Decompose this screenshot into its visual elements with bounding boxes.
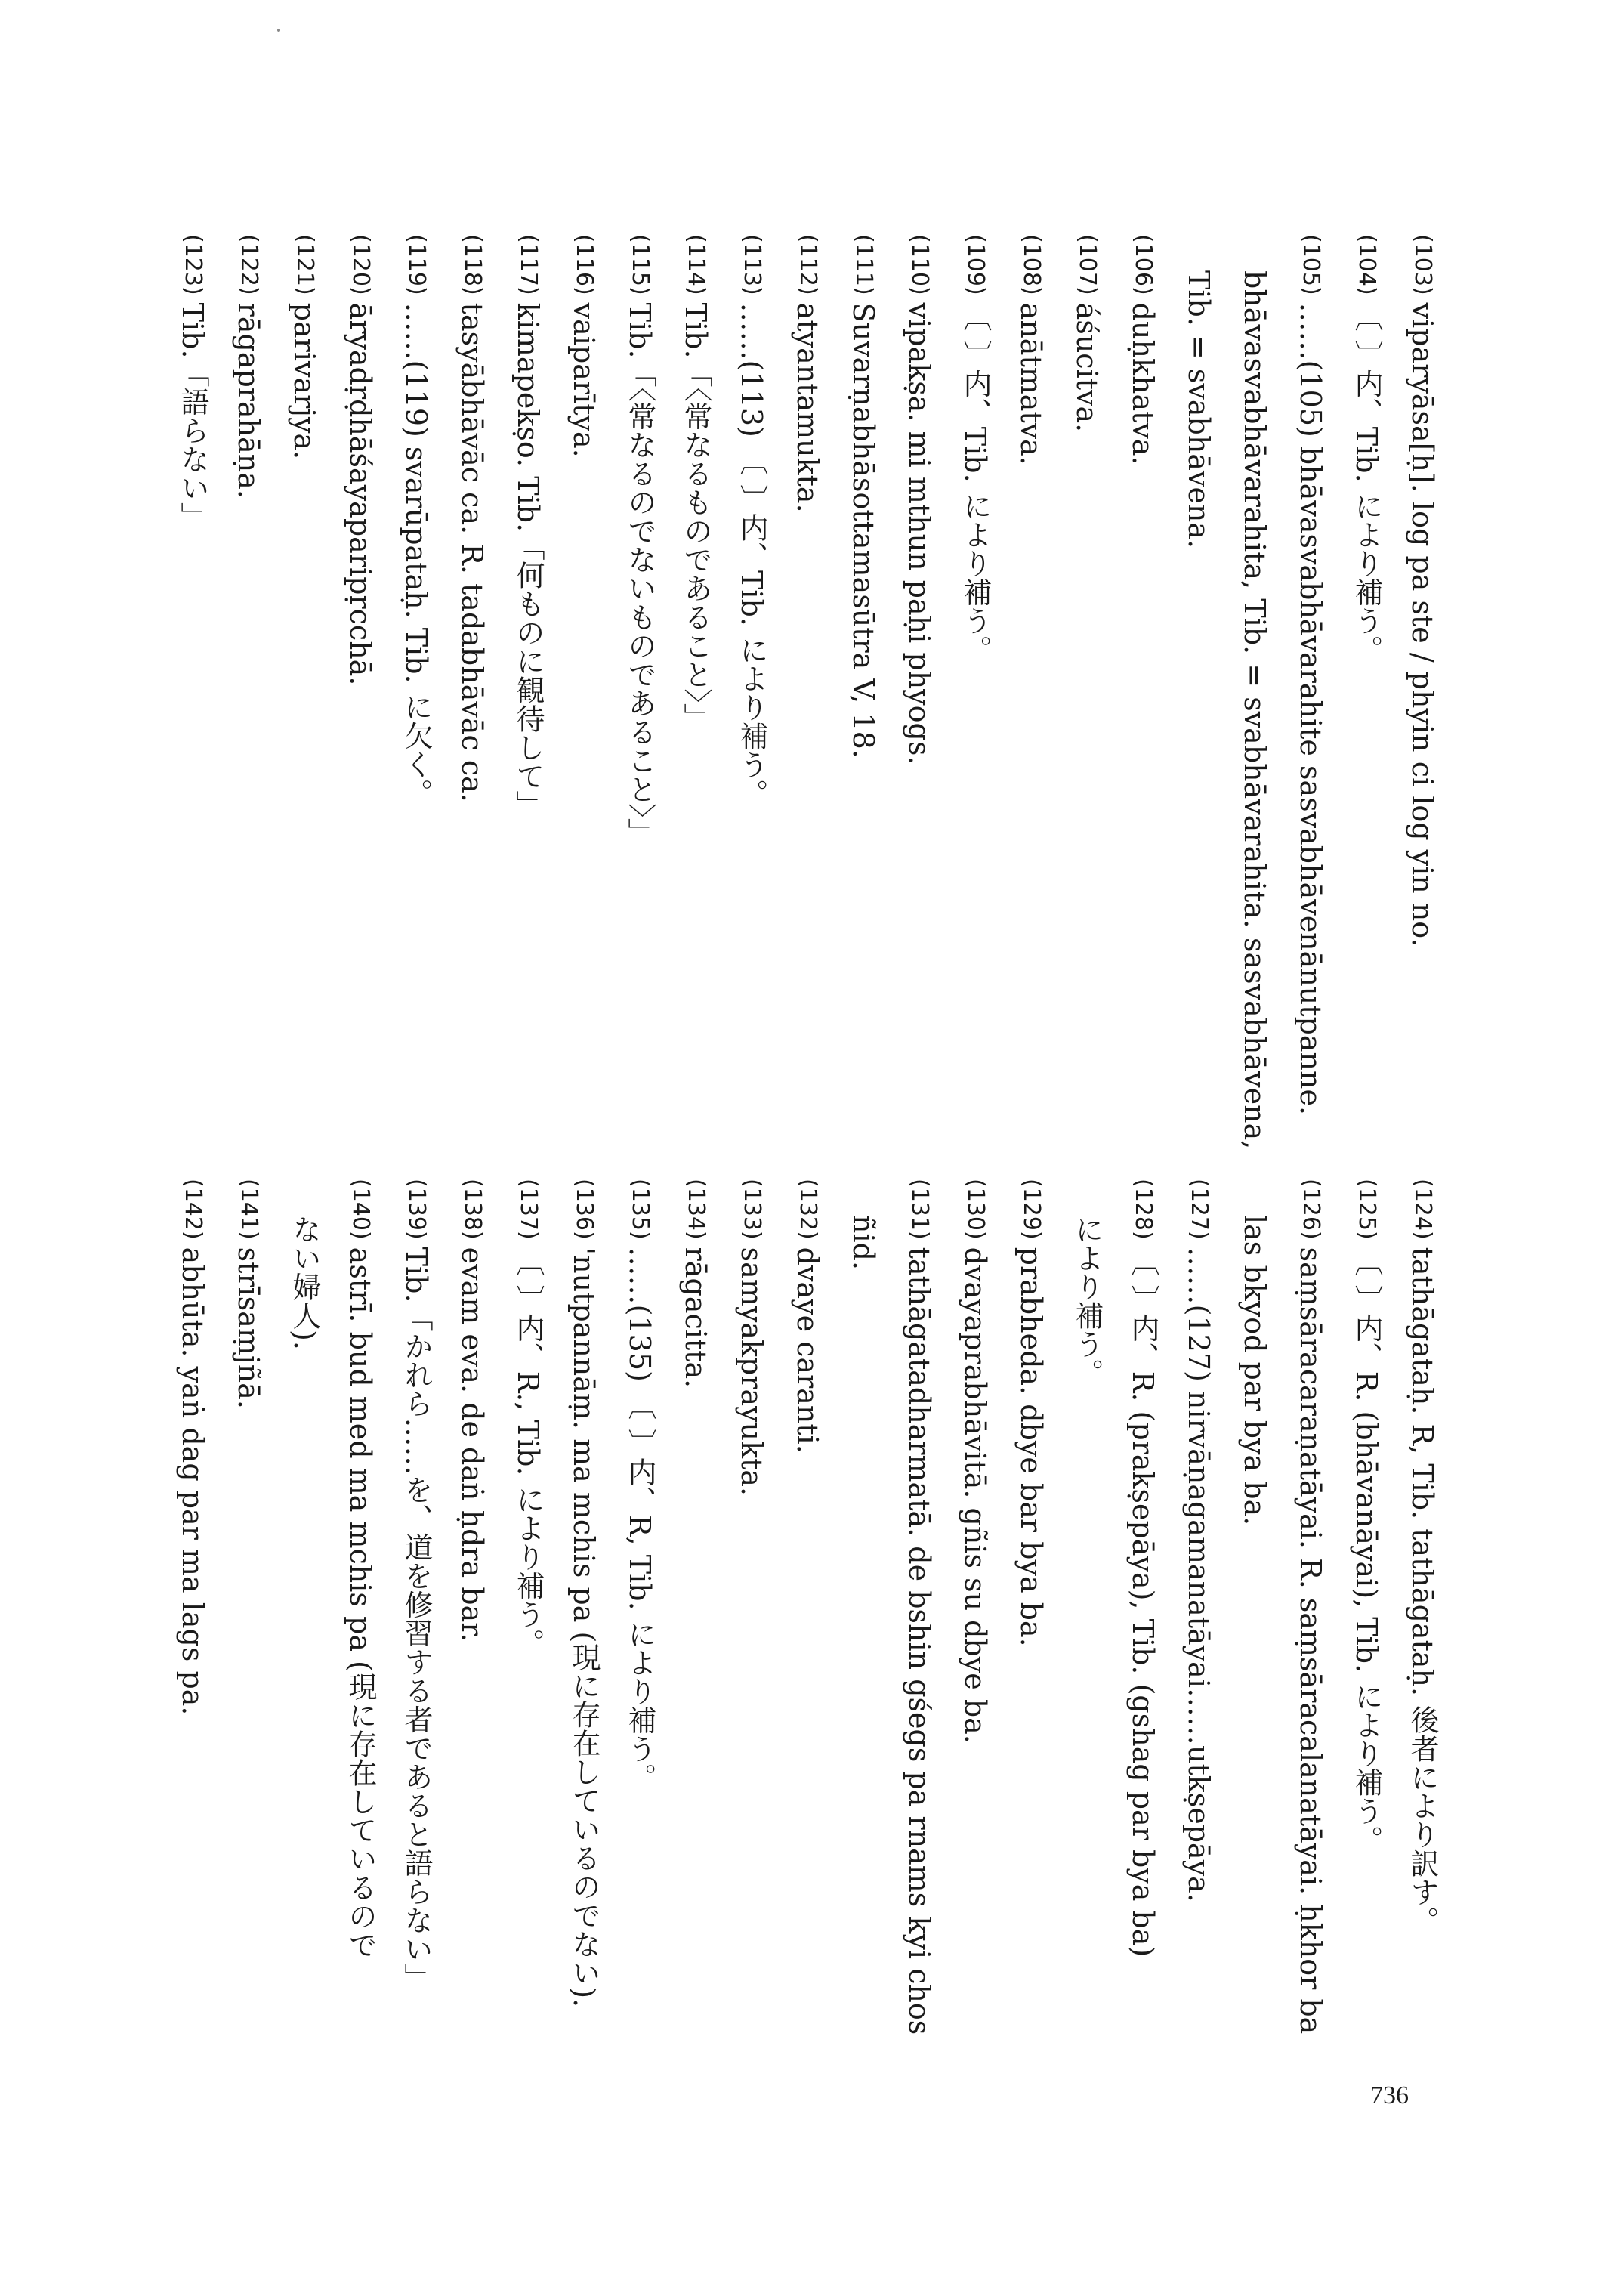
note-line — [165, 1179, 221, 2191]
note-text: strīsaṃjñā. — [232, 1247, 265, 1409]
note-line — [612, 234, 668, 1194]
note-line — [947, 1179, 1003, 2191]
note-number: (107) — [1074, 234, 1101, 295]
note-text: vaiparītya. — [567, 302, 601, 458]
note-line — [221, 234, 276, 1194]
note-line — [1338, 1179, 1394, 2191]
note-text: Tib.「〈常なるものであること〉」 — [679, 302, 712, 732]
note-text: parivarjya. — [288, 302, 321, 460]
note-text: tasyābhāvāc ca. R. tadabhāvāc ca. — [455, 302, 489, 802]
note-line — [500, 1179, 556, 2191]
note-number: (109) — [962, 234, 989, 295]
note-number: (132) — [795, 1179, 821, 1240]
note-text: ……(105) bhāvasvabhāvarahite sasvabhāvenānutpanne. — [1294, 302, 1327, 1116]
note-number: (139) — [403, 1179, 430, 1240]
note-text: astrī. bud med ma mchis pa (現に存在しているので — [344, 1247, 377, 1959]
note-line — [1115, 1179, 1171, 2191]
note-number: (141) — [236, 1179, 262, 1240]
note-text: 〔 〕内、R. (bhāvanāyai), Tib. により補う。 — [1350, 1247, 1383, 1855]
note-number: (127) — [1186, 1179, 1212, 1240]
note-number: (122) — [236, 234, 262, 295]
note-line — [668, 234, 724, 1194]
note-line — [1059, 1179, 1115, 2191]
note-line — [947, 234, 1003, 1194]
note-number: (104) — [1354, 234, 1380, 295]
note-text: により補う。 — [1070, 1215, 1104, 1387]
note-line — [556, 234, 612, 1194]
note-line — [835, 1179, 891, 2191]
note-number: (137) — [515, 1179, 542, 1240]
note-line — [891, 234, 947, 1194]
note-line — [165, 234, 221, 1194]
note-text: viparyāsa[ḥ]. log pa ste / phyin ci log yin no. — [1406, 302, 1439, 947]
note-text: ……(127) nirvāṇagamanatāyai……utkṣepāya. — [1182, 1247, 1215, 1902]
note-line — [276, 234, 332, 1194]
note-number: (124) — [1409, 1179, 1436, 1240]
note-number: (114) — [683, 234, 709, 295]
note-number: (115) — [627, 234, 653, 295]
note-line — [444, 1179, 500, 2191]
note-number: (111) — [851, 234, 877, 295]
note-number: (130) — [962, 1179, 989, 1240]
note-text: 〔 〕内、Tib. により補う。 — [1350, 302, 1383, 664]
note-text: ……(135) 〔 〕内、R, Tib. により補う。 — [623, 1247, 656, 1792]
note-line — [1171, 1179, 1227, 2191]
note-number: (117) — [515, 234, 542, 295]
note-text: 〔 〕内、Tib. により補う。 — [959, 302, 992, 664]
note-text: Suvarṇabhāsottamasūtra V, 18. — [847, 302, 880, 759]
note-text: Tib.「〈常なるのでないものであること〉」 — [623, 302, 656, 847]
note-number: (126) — [1298, 1179, 1324, 1240]
note-text: dvaye caranti. — [791, 1247, 824, 1454]
note-text: Tib.「語らない」 — [176, 302, 209, 531]
note-line — [1003, 1179, 1059, 2191]
note-text: evam eva. de daṅ ḥdra bar. — [455, 1247, 489, 1642]
note-number: (136) — [571, 1179, 597, 1240]
note-line — [1171, 234, 1227, 1194]
note-line — [724, 1179, 780, 2191]
note-line — [221, 1179, 276, 2191]
note-number: (125) — [1354, 1179, 1380, 1240]
note-line — [332, 234, 388, 1194]
note-text: tathāgataḥ. R, Tib. tathāgataḥ. 後者により訳す。 — [1406, 1247, 1439, 1936]
note-text: ……(113) 〔 〕内、Tib. により補う。 — [735, 302, 768, 808]
note-number: (138) — [459, 1179, 486, 1240]
note-number: (119) — [403, 234, 430, 295]
note-text: vipakṣa. mi mthun paḥi phyogs. — [903, 302, 936, 765]
notes-block-lower — [165, 1179, 1450, 2191]
note-line — [668, 1179, 724, 2191]
page-number: 736 — [1370, 2081, 1409, 2109]
note-number: (128) — [1130, 1179, 1156, 1240]
note-text: āryadṛḍhāśayaparipṛcchā. — [344, 302, 377, 686]
note-number: (105) — [1298, 234, 1324, 295]
note-line — [1003, 234, 1059, 1194]
note-line — [1115, 234, 1171, 1194]
note-line — [780, 234, 835, 1194]
note-text: kimapekṣo. Tib.「何ものに観待して」 — [511, 302, 545, 820]
note-number: (131) — [906, 1179, 933, 1240]
note-line — [1227, 234, 1283, 1194]
note-line — [724, 234, 780, 1194]
note-number: (103) — [1409, 234, 1436, 295]
note-number: (113) — [739, 234, 765, 295]
note-line — [835, 234, 891, 1194]
note-text: atyantamukta. — [791, 302, 824, 513]
note-number: (112) — [795, 234, 821, 295]
note-number: (140) — [347, 1179, 374, 1240]
note-line — [1227, 1179, 1283, 2191]
note-text: prabheda. dbye bar bya ba. — [1014, 1247, 1048, 1647]
note-number: (129) — [1018, 1179, 1045, 1240]
note-number: (133) — [739, 1179, 765, 1240]
note-text: saṃsāracaraṇatāyai. R. saṃsāracalanatāyai. ḥkhor ba — [1294, 1247, 1327, 2035]
note-text: 'nutpannāṃ. ma mchis pa (現に存在しているのでない). — [567, 1247, 601, 2008]
note-line — [276, 1179, 332, 2191]
note-line — [388, 1179, 444, 2191]
note-line — [500, 234, 556, 1194]
note-line — [388, 234, 444, 1194]
note-number: (116) — [571, 234, 597, 295]
note-line — [444, 234, 500, 1194]
note-text: 〔 〕内、R., Tib. により補う。 — [511, 1247, 545, 1658]
note-text: las bkyod par bya ba. — [1238, 1215, 1271, 1526]
note-number: (123) — [180, 234, 206, 295]
note-line — [891, 1179, 947, 2191]
note-text: rāgaprahāṇa. — [232, 302, 265, 499]
note-text: Tib. = svabhāvena. — [1182, 270, 1215, 549]
speck-mark — [277, 29, 280, 32]
note-number: (110) — [906, 234, 933, 295]
note-text: ……(119) svarūpataḥ. Tib. に欠く。 — [400, 302, 433, 808]
note-text: bhāvasvabhāvarahita, Tib. = svabhāvarahita. sasvabhāvena, — [1238, 270, 1271, 1150]
note-number: (118) — [459, 234, 486, 295]
note-text: abhūta. yaṅ dag par ma lags pa. — [176, 1247, 209, 1716]
note-line — [1283, 234, 1338, 1194]
note-text: rāgacitta. — [679, 1247, 712, 1389]
note-line — [780, 1179, 835, 2191]
note-text: dvayaprabhāvitā. gñis su dbye ba. — [959, 1247, 992, 1744]
notes-block-upper — [165, 234, 1450, 1194]
note-line — [1059, 234, 1115, 1194]
note-number: (106) — [1130, 234, 1156, 295]
note-number: (108) — [1018, 234, 1045, 295]
note-line — [1394, 234, 1450, 1194]
note-line — [556, 1179, 612, 2191]
note-number: (135) — [627, 1179, 653, 1240]
note-text: anātmatva. — [1014, 302, 1048, 465]
note-text: duḥkhatva. — [1126, 302, 1159, 465]
note-line — [1283, 1179, 1338, 2191]
note-number: (134) — [683, 1179, 709, 1240]
note-text: ない婦人). — [288, 1215, 321, 1350]
note-line — [612, 1179, 668, 2191]
note-line — [1394, 1179, 1450, 2191]
note-number: (142) — [180, 1179, 206, 1240]
note-text: tathāgatadharmatā. de bshin gśegs pa rnams kyi chos — [903, 1247, 936, 2035]
note-line — [1338, 234, 1394, 1194]
note-text: samyakprayukta. — [735, 1247, 768, 1497]
note-text: ñid. — [847, 1215, 880, 1271]
note-text: áśucitva. — [1070, 302, 1104, 433]
note-number: (120) — [347, 234, 374, 295]
note-text: Tib.「かれら……を、道を修習する者であると語らない」 — [400, 1247, 433, 1992]
note-number: (121) — [292, 234, 318, 295]
note-line — [332, 1179, 388, 2191]
note-text: 〔 〕内、R. (prakṣepāya), Tib. (gshag par bya ba) — [1126, 1247, 1159, 1958]
